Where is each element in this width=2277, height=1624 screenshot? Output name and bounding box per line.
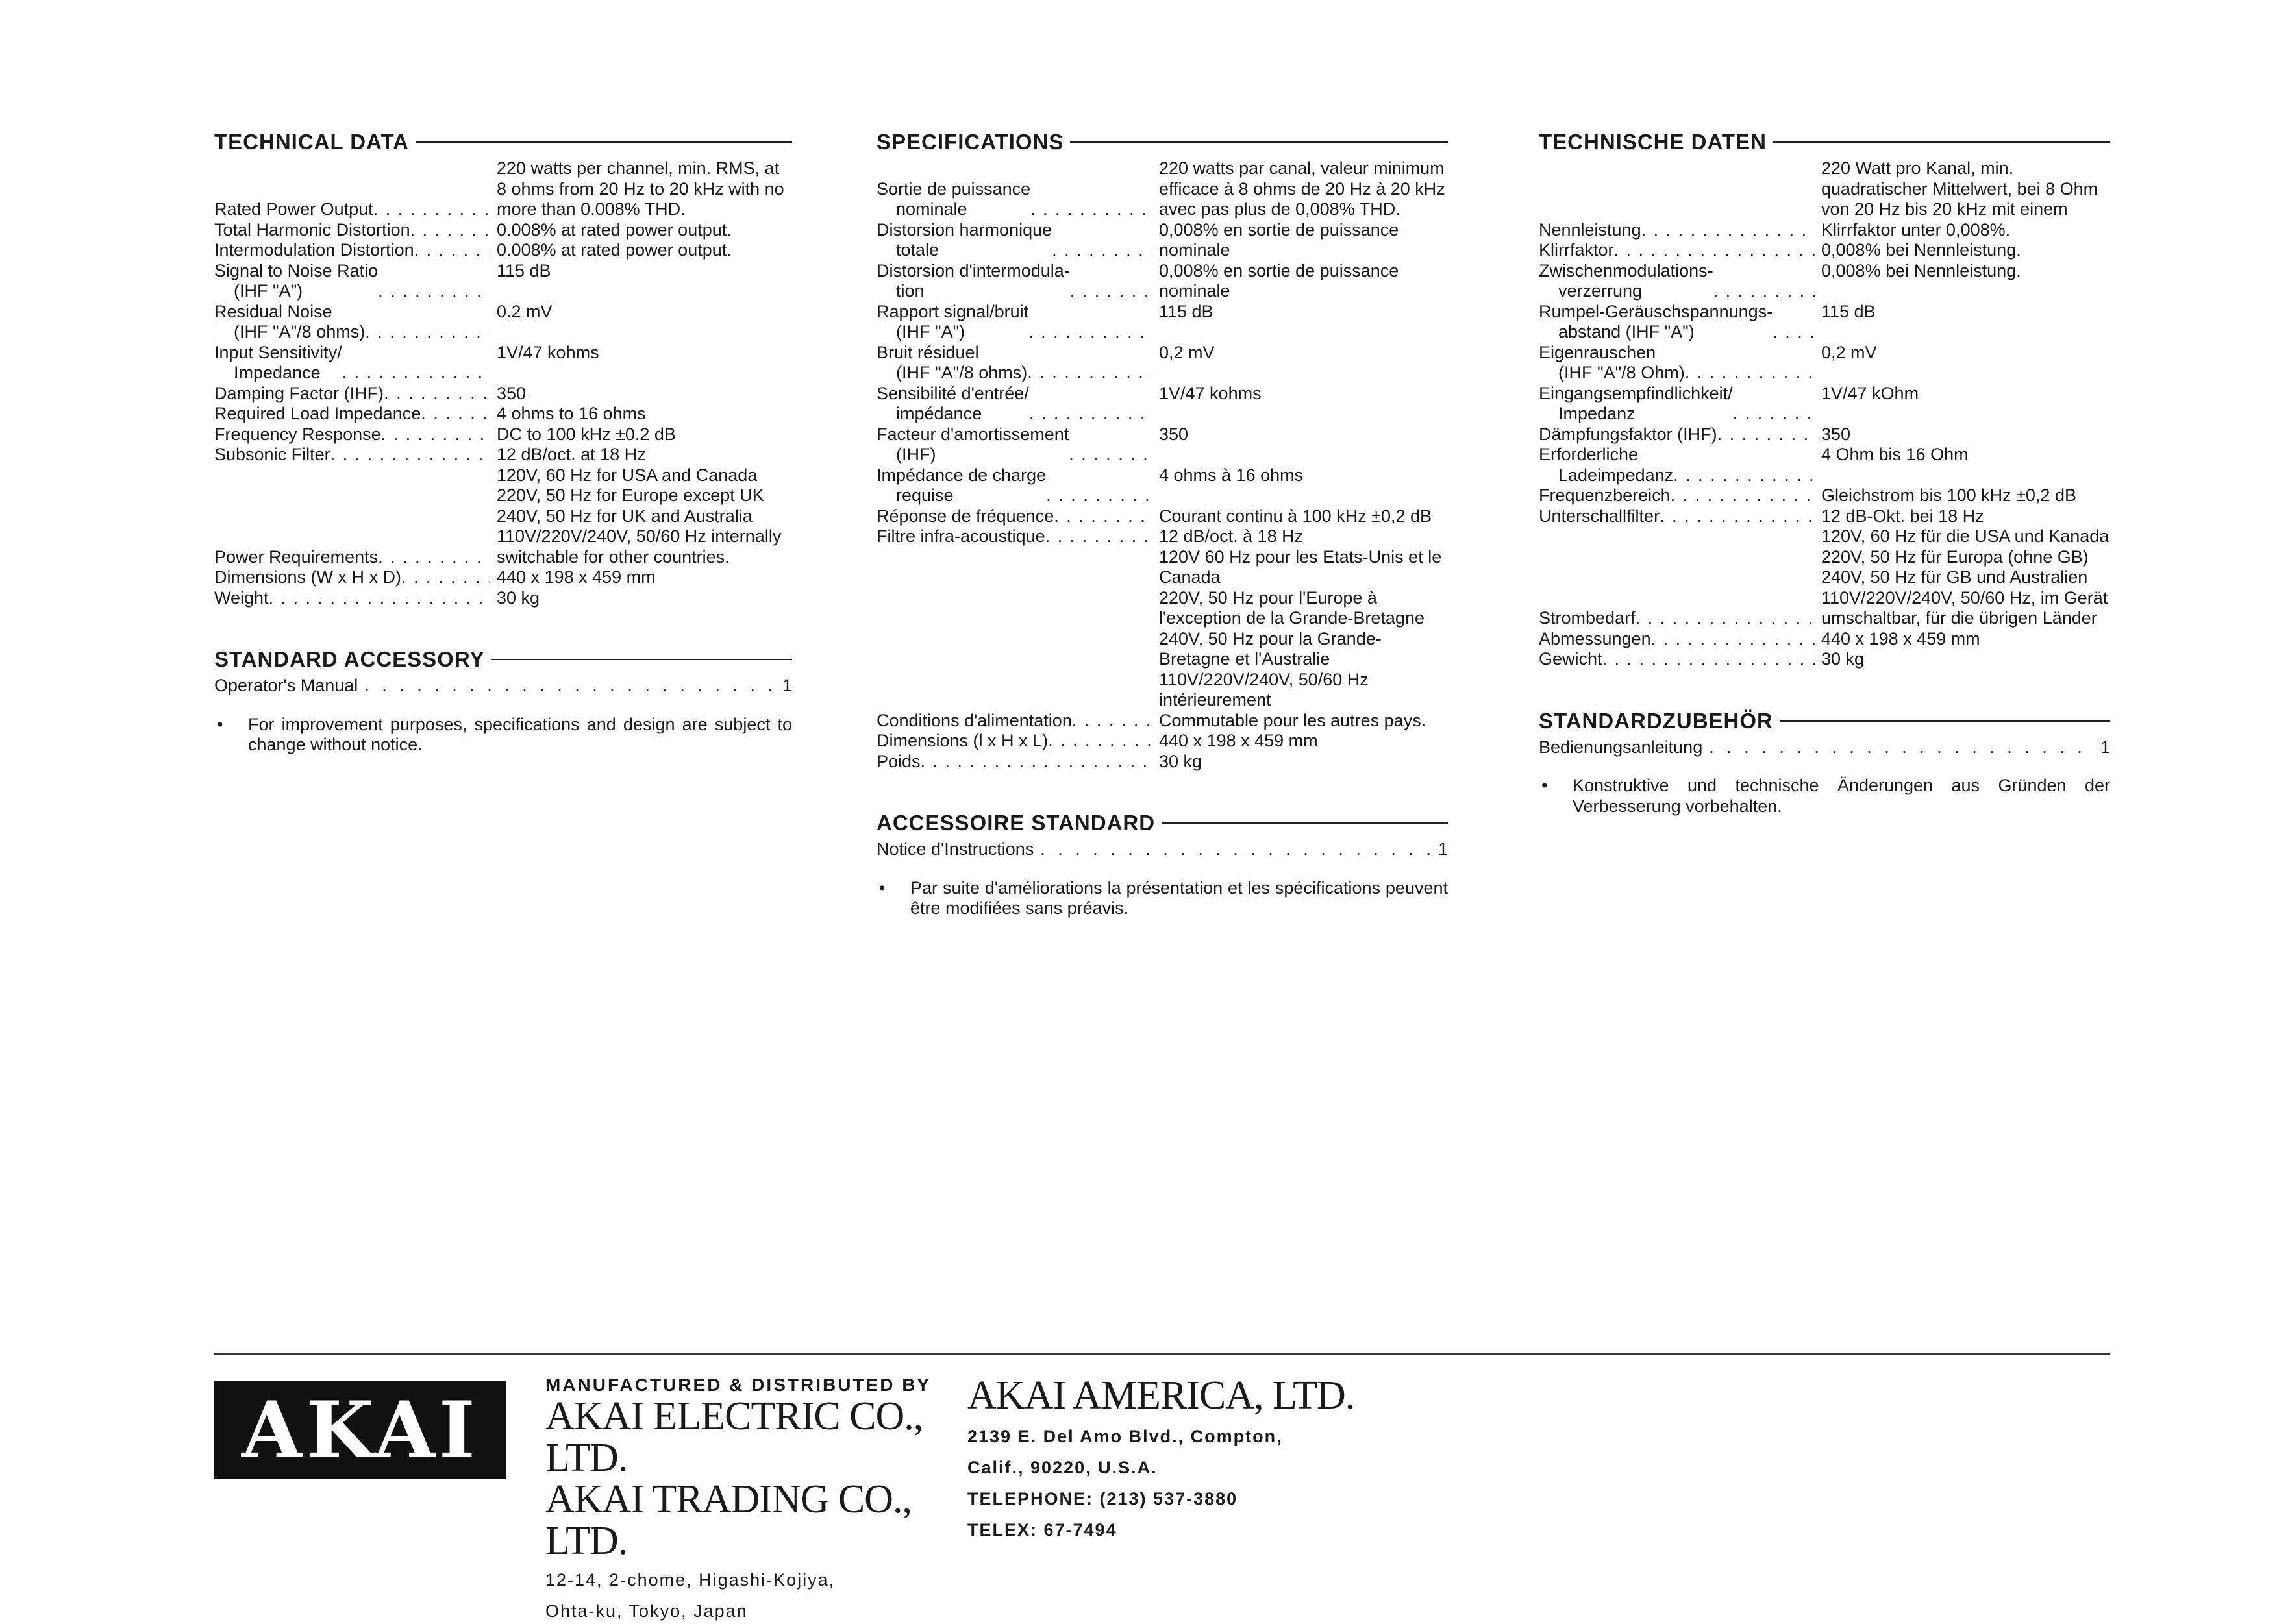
spec-label: Eingangsempfindlichkeit/ Impedanz . . . (1539, 384, 1815, 424)
spec-label: Réponse de fréquence . . . (877, 506, 1152, 527)
spec-label: Required Load Impedance . . . (214, 404, 490, 424)
spec-value: 0,008% en sortie de puissance nominale (1159, 219, 1404, 260)
spec-value: 120V, 60 Hz für die USA und Kanada 220V, 50 Hz für Europa (ohne GB) 240V, 50 Hz für GB und Australien 110V/220V/240V, 50/60 Hz, im Gerät umschaltbar, für die übrigen Länder (1821, 526, 2109, 628)
accessory-heading: STANDARD ACCESSORY (214, 647, 792, 672)
spec-value: 4 ohms à 16 ohms (1159, 465, 1304, 485)
spec-label: Conditions d'alimentation . . . (877, 547, 1152, 732)
spec-value: 350 (497, 383, 527, 403)
us-distributor-block (967, 1373, 1357, 1543)
address-line: 12-14, 2-chome, Higashi-Kojiya, (545, 1570, 836, 1590)
spec-label: Gewicht . . . (1539, 649, 1815, 670)
spec-label: Poids . . . (877, 752, 1152, 772)
spec-label: Impédance de charge requise . . . (877, 465, 1152, 506)
spec-value: 4 Ohm bis 16 Ohm (1821, 445, 1969, 464)
notice: • For improvement purposes, specifications and design are subject to change without notice. (217, 714, 792, 754)
spec-label: Eigenrauschen (IHF "A"/8 Ohm) . . . (1539, 343, 1815, 384)
spec-value: 1V/47 kOhm (1821, 383, 1919, 403)
spec-label: Rumpel-Geräuschspannungs- abstand (IHF "A") . . . (1539, 302, 1815, 343)
manufactured-label: MANUFACTURED & DISTRIBUTED BY (545, 1375, 932, 1395)
address-line: Ohta-ku, Tokyo, Japan (545, 1601, 748, 1621)
spec-value: 115 dB (1821, 301, 1876, 321)
spec-label: Frequenzbereich . . . (1539, 486, 1815, 506)
spec-label: Signal to Noise Ratio (IHF "A") . . . (214, 261, 490, 302)
spec-value: Courant continu à 100 kHz ±0,2 dB (1159, 506, 1432, 526)
spec-value: 220 Watt pro Kanal, min. quadratischer Mittelwert, bei 8 Ohm von 20 Hz bis 20 kHz mit einem Klirrfaktor unter 0,008%. (1821, 158, 2103, 240)
spec-value: 440 x 198 x 459 mm (1159, 731, 1318, 750)
spec-label: Frequency Response . . . (214, 424, 490, 445)
spec-label: Dimensions (l x H x L) . . . (877, 731, 1152, 752)
us-address-line: 2139 E. Del Amo Blvd., Compton, (967, 1427, 1283, 1446)
spec-list (1539, 158, 2110, 670)
spec-value: 30 kg (497, 587, 540, 608)
spec-label: Erforderliche Ladeimpedanz . . . (1539, 445, 1815, 486)
accessory-heading: STANDARDZUBEHÖR (1539, 709, 2110, 733)
spec-label: Unterschallfilter . . . (1539, 506, 1815, 527)
us-telex: TELEX: 67-7494 (967, 1520, 1117, 1540)
spec-label: Strombedarf . . . (1539, 526, 1815, 629)
spec-label: Bruit résiduel (IHF "A"/8 ohms) . . . (877, 343, 1152, 384)
spec-label: Facteur d'amortissement (IHF) . . . (877, 424, 1152, 465)
spec-value: 12 dB-Okt. bei 18 Hz (1821, 506, 1984, 526)
spec-label: Abmessungen . . . (1539, 629, 1815, 650)
spec-value: Gleichstrom bis 100 kHz ±0,2 dB (1821, 486, 2076, 505)
spec-value: 0,008% en sortie de puissance nominale (1159, 260, 1404, 301)
spec-value: 440 x 198 x 459 mm (1821, 628, 1980, 648)
accessory-heading: ACCESSOIRE STANDARD (877, 811, 1448, 835)
french-column (877, 130, 1448, 919)
spec-value: 30 kg (1159, 751, 1202, 771)
spec-value: 12 dB/oct. à 18 Hz (1159, 526, 1304, 546)
specifications-heading: SPECIFICATIONS (877, 130, 1448, 154)
spec-value: 115 dB (497, 260, 551, 280)
company-name: AKAI ELECTRIC CO., LTD. (545, 1394, 923, 1480)
spec-label: Klirrfaktor . . . (1539, 240, 1815, 261)
spec-value: 120V, 60 Hz for USA and Canada 220V, 50 Hz for Europe except UK 240V, 50 Hz for UK and Australia 110V/220V/240V, 50/60 Hz internally switchable for other countries. (497, 465, 782, 567)
spec-value: 0,008% bei Nennleistung. (1821, 260, 2021, 280)
spec-value: 220 watts par canal, valeur minimum efficace à 8 ohms de 20 Hz à 20 kHz avec pas plus de 0,008% THD. (1159, 158, 1450, 219)
notice: • Konstruktive und technische Änderungen aus Gründen der Verbesserung vorbehalten. (1541, 776, 2110, 816)
spec-label: Zwischenmodulations- verzerrung . . . (1539, 261, 1815, 302)
spec-label: Sortie de puissance nominale . . . (877, 158, 1152, 220)
spec-value: 0,008% bei Nennleistung. (1821, 240, 2021, 260)
spec-value: 440 x 198 x 459 mm (497, 567, 656, 587)
spec-label: Weight . . . (214, 588, 490, 609)
spec-value: 0.008% at rated power output. (497, 240, 732, 260)
spec-value: 4 ohms to 16 ohms (497, 404, 646, 423)
spec-value: 0,2 mV (1821, 342, 1877, 362)
accessory-row: Operator's Manual . . . 1 (214, 676, 792, 696)
spec-label: Nennleistung . . . (1539, 158, 1815, 240)
spec-list (877, 158, 1448, 772)
spec-value: 350 (1821, 424, 1851, 444)
spec-value: 0.008% at rated power output. (497, 219, 732, 240)
us-telephone: TELEPHONE: (213) 537-3880 (967, 1489, 1238, 1508)
spec-value: 220 watts per channel, min. RMS, at 8 ohms from 20 Hz to 20 kHz with no more than 0.008% THD. (497, 158, 790, 219)
spec-label: Dimensions (W x H x D) . . . (214, 567, 490, 588)
spec-label: Residual Noise (IHF "A"/8 ohms) . . . (214, 302, 490, 343)
spec-value: 120V 60 Hz pour les Etats-Unis et le Canada 220V, 50 Hz pour l'Europe à l'exception de la Grande-Bretagne 240V, 50 Hz pour la Grande-Bretagne et l'Australie 110V/220V/240V, 50/60 Hz intérieurement Commutable pour les autres pays. (1159, 547, 1442, 730)
spec-value: 1V/47 kohms (1159, 383, 1262, 403)
spec-list (214, 158, 792, 608)
spec-label: Subsonic Filter . . . (214, 445, 490, 465)
akai-logo: AKAI (214, 1381, 506, 1479)
spec-label: Sensibilité d'entrée/ impédance . . . (877, 384, 1152, 424)
spec-value: 350 (1159, 424, 1189, 444)
accessory-row: Notice d'Instructions . . . 1 (877, 839, 1448, 860)
notice: • Par suite d'améliorations la présentation et les spécifications peuvent être modifiées sans préavis. (879, 878, 1448, 918)
manufacturer-block (545, 1375, 948, 1624)
spec-value: 0,2 mV (1159, 342, 1215, 362)
spec-value: DC to 100 kHz ±0.2 dB (497, 424, 676, 444)
footer-divider (214, 1353, 2110, 1355)
technical-data-heading: TECHNICAL DATA (214, 130, 792, 154)
technische-daten-heading: TECHNISCHE DATEN (1539, 130, 2110, 154)
spec-label: Distorsion d'intermodula- tion . . . (877, 261, 1152, 302)
german-column (1539, 130, 2110, 817)
accessory-row: Bedienungsanleitung . . . 1 (1539, 737, 2110, 758)
spec-label: Total Harmonic Distortion . . . (214, 220, 490, 241)
spec-label: Rapport signal/bruit (IHF "A") . . . (877, 302, 1152, 343)
spec-label: Rated Power Output . . . (214, 158, 490, 220)
spec-value: 0.2 mV (497, 301, 553, 321)
spec-label: Input Sensitivity/ Impedance . . . (214, 343, 490, 384)
spec-label: Dämpfungsfaktor (IHF) . . . (1539, 424, 1815, 445)
spec-label: Damping Factor (IHF) . . . (214, 384, 490, 404)
spec-label: Intermodulation Distortion . . . (214, 240, 490, 261)
us-address-line: Calif., 90220, U.S.A. (967, 1458, 1158, 1477)
spec-value: 115 dB (1159, 301, 1213, 321)
company-name: AKAI TRADING CO., LTD. (545, 1477, 912, 1563)
spec-value: 30 kg (1821, 649, 1865, 669)
spec-value: 12 dB/oct. at 18 Hz (497, 445, 646, 464)
spec-label: Filtre infra-acoustique . . . (877, 526, 1152, 547)
english-column (214, 130, 792, 756)
spec-label: Distorsion harmonique totale . . . (877, 220, 1152, 261)
spec-label: Power Requirements . . . (214, 465, 490, 568)
us-company-name: AKAI AMERICA, LTD. (967, 1373, 1355, 1418)
spec-value: 1V/47 kohms (497, 342, 599, 362)
